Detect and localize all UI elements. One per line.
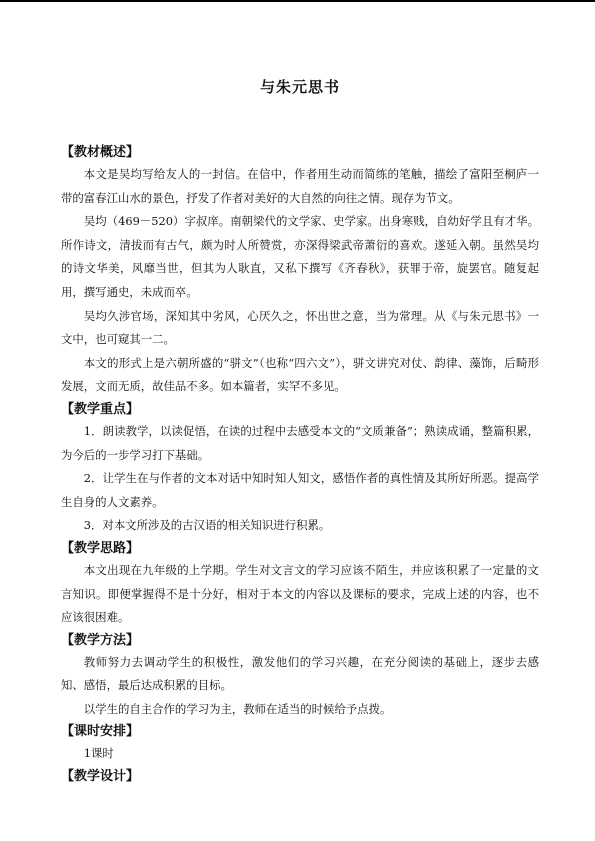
section-heading: 【课时安排】	[61, 724, 140, 740]
section-textbook-overview	[61, 142, 539, 399]
paragraph: 吴均久涉官场，深知其中劣风，心厌久之，怀出世之意，当为常理。从《与朱元思书》一文中，也可窥其一二。	[61, 308, 539, 347]
section-heading: 【教学重点】	[61, 401, 140, 417]
document-body	[61, 142, 539, 787]
section-teaching-focus	[61, 399, 539, 538]
paragraph: 2．让学生在与作者的文本对话中知时知人知文，感悟作者的真性情及其所好所恶。提高学生自身的人文素养。	[61, 471, 539, 509]
document-title: 与朱元思书	[259, 78, 340, 96]
section-teaching-methods	[61, 630, 539, 722]
paragraph: 吴均（469－520）字叔庠。南朝梁代的文学家、史学家。出身寒贱，自幼好学且有才华。所作诗文，清拔而有古气，颇为时人所赞赏，亦深得梁武帝萧衍的喜欢。遂延入朝。虽然吴均的诗文华美，风靡当世，但其为人耿直，又私下撰写《齐春秋》，获罪于帝，旋罢官。随复起用，撰写通史，未成而卒。	[61, 214, 539, 299]
section-heading: 【教学设计】	[61, 769, 140, 785]
section-heading: 【教学方法】	[61, 632, 140, 648]
paragraph: 3．对本文所涉及的古汉语的相关知识进行积累。	[83, 518, 331, 533]
paragraph: 以学生的自主合作的学习为主，教师在适当的时候给予点拨。	[83, 701, 392, 716]
paragraph: 教师努力去调动学生的积极性，激发他们的学习兴趣，在充分阅读的基础上，逐步去感知、感悟，最后达成积累的目标。	[61, 654, 539, 693]
paragraph: 本文是吴均写给友人的一封信。在信中，作者用生动而简练的笔触，描绘了富阳至桐庐一带的富春江山水的景色，抒发了作者对美好的大自然的向往之情。现存为节文。	[61, 167, 539, 205]
section-heading: 【教学思路】	[61, 540, 140, 556]
paragraph: 本文出现在九年级的上学期。学生对文言文的学习应该不陌生，并应该积累了一定量的文言知识。即便掌握得不是十分好，相对于本文的内容以及课标的要求，完成上述的内容，也不应该很困难。	[61, 562, 539, 625]
section-teaching-design	[61, 766, 539, 787]
top-border-line	[0, 0, 595, 2]
section-class-schedule	[61, 721, 539, 766]
paragraph: 本文的形式上是六朝所盛的“骈文”（也称“四六文”），骈文讲究对仗、韵律、藻饰，后畸形发展，文而无质，故佳品不多。如本篇者，实罕不多见。	[61, 355, 539, 394]
paragraph: 1课时	[83, 746, 114, 761]
section-teaching-approach	[61, 538, 539, 630]
paragraph: 1．朗读教学，以读促悟，在读的过程中去感受本文的“文质兼备”；熟读成诵，整篇积累，为今后的一步学习打下基础。	[61, 423, 539, 462]
section-heading: 【教材概述】	[61, 145, 140, 160]
